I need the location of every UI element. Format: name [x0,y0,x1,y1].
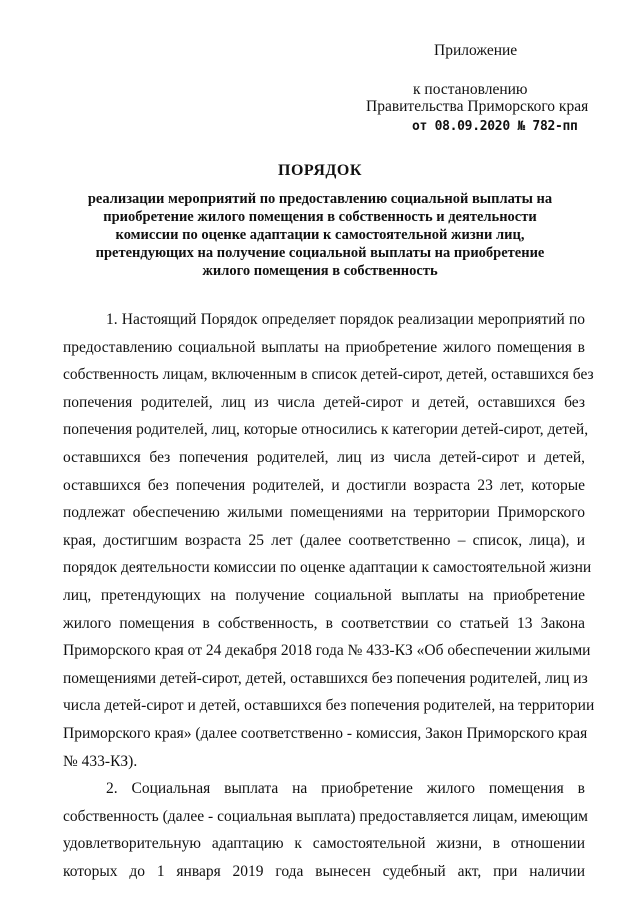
paragraph-line: Приморского края от 24 декабря 2018 года № 433-КЗ «Об обеспечении жилыми [63,642,591,660]
paragraph-line: 2. Социальная выплата на приобретение жилого помещения в [106,780,585,797]
subtitle-line: приобретение жилого помещения в собственность и деятельности [103,209,537,225]
subtitle-line: реализации мероприятий по предоставлению социальной выплаты на [87,191,553,207]
paragraph-line: 1. Настоящий Порядок определяет порядок реализации мероприятий по [106,311,585,328]
paragraph-2 [63,775,588,885]
paragraph-line: подлежат обеспечению жилыми помещениями на территории Приморского [63,504,585,522]
resolution-date-number-stamp: от 08.09.2020 № 782-пп [412,119,578,134]
subtitle-line: комиссии по оценке адаптации к самостоятельной жизни лиц, [115,227,525,243]
appendix-label: Приложение [434,42,518,59]
paragraph-line: собственность лицам, включенным в список детей-сирот, детей, оставшихся без [63,366,594,384]
paragraph-line: порядок деятельности комиссии по оценке адаптации к самостоятельной жизни [63,559,592,577]
paragraph-line: края, достигшим возраста 25 лет (далее соответственно – список, лица), и [63,531,585,549]
paragraph-line: которых до 1 января 2019 года вынесен судебный акт, при наличии [63,862,585,880]
paragraph-line: помещениями детей-сирот, детей, оставшихся без попечения родителей, лиц из [63,669,588,687]
paragraph-line: жилого помещения в собственность, в соответствии со статьей 13 Закона [63,614,585,632]
paragraph-line: попечения родителей, лиц, которые относились к категории детей-сирот, детей, [63,421,589,439]
paragraph-line: оставшихся без попечения родителей, лиц из числа детей-сирот и детей, [63,448,585,466]
paragraph-line: предоставлению социальной выплаты на приобретение жилого помещения в [63,338,585,356]
paragraph-line: попечения родителей, лиц из числа детей-сирот и детей, оставшихся без [63,393,585,411]
government-label: Правительства Приморского края [366,98,589,115]
document-title: ПОРЯДОК [278,162,362,179]
paragraph-line: оставшихся без попечения родителей, и достигли возраста 23 лет, которые [63,476,585,494]
paragraph-line: лиц, претендующих на получение социальной выплаты на приобретение [63,586,585,604]
paragraph-line: Приморского края» (далее соответственно - комиссия, Закон Приморского края [63,724,588,742]
paragraph-1 [63,306,595,775]
resolution-label: к постановлению [413,81,528,98]
document-subtitle [70,190,570,280]
paragraph-line: собственность (далее - социальная выплата) предоставляется лицам, имеющим [63,807,588,825]
paragraph-line: удовлетворительную адаптацию к самостоятельной жизни, в отношении [63,835,585,853]
paragraph-line: числа детей-сирот и детей, оставшихся без попечения родителей, на территории [63,697,595,715]
subtitle-line: жилого помещения в собственность [202,263,438,279]
subtitle-line: претендующих на получение социальной выплаты на приобретение [95,245,545,261]
paragraph-line: № 433-КЗ). [63,752,138,770]
